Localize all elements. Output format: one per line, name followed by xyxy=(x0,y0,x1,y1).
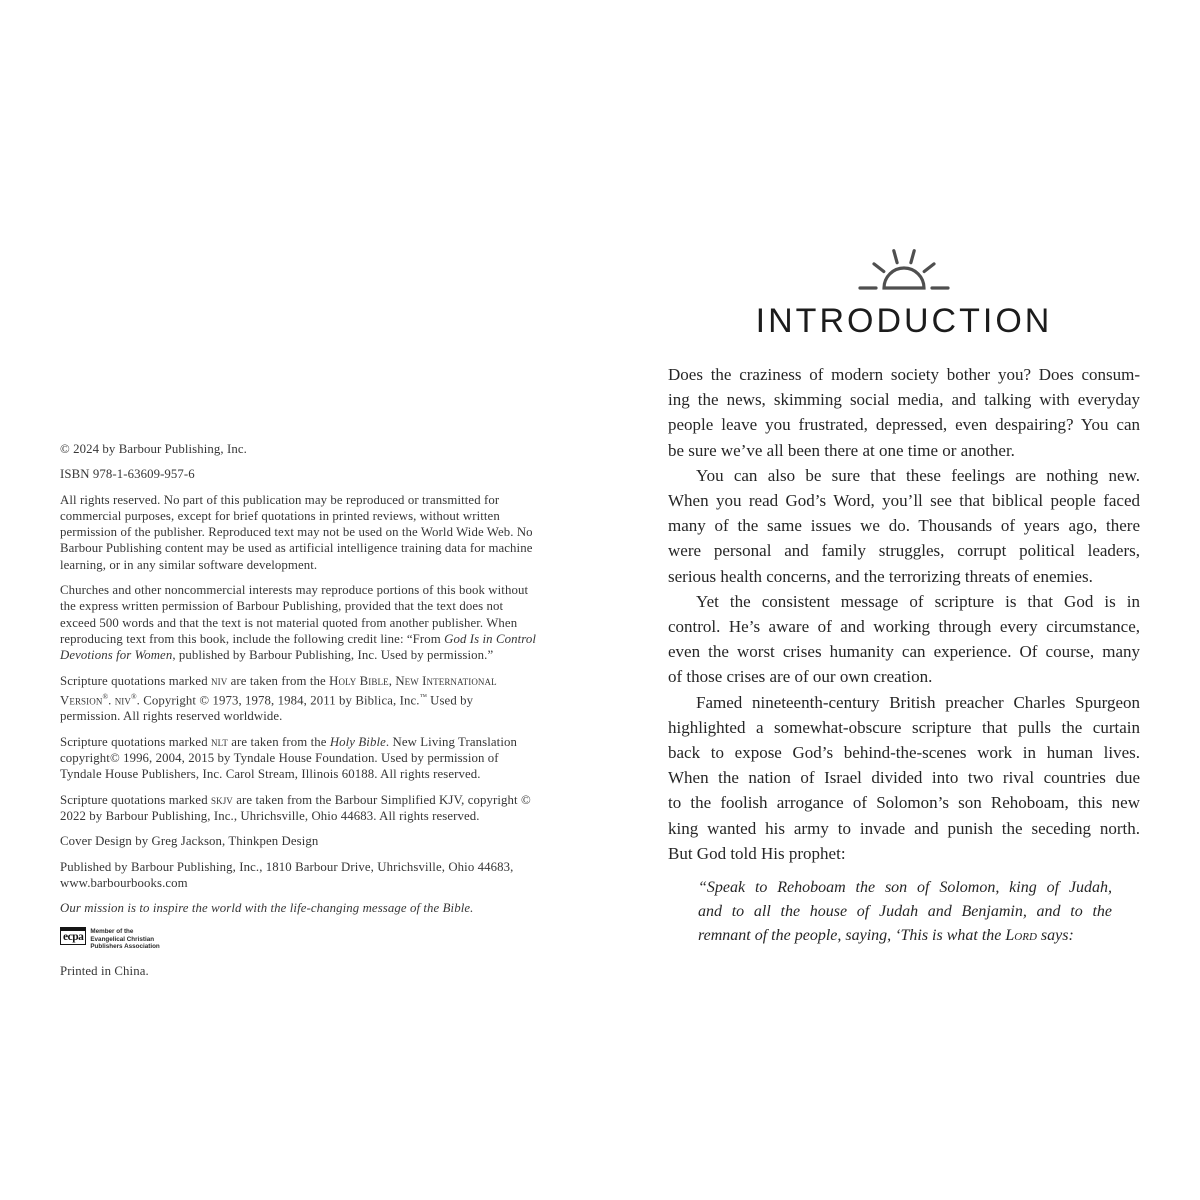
ecpa-logo xyxy=(60,927,572,953)
mission-statement: Our mission is to inspire the world with the life-changing message of the Bible. xyxy=(60,901,474,916)
text-line: But God told His prophet: xyxy=(668,843,846,863)
text-line: Barbour Publishing content may be used as artificial intelligence training data for machine xyxy=(60,541,533,556)
text-line: Scripture quotations marked skjv are taken from the Barbour Simplified KJV, copyright © xyxy=(60,792,531,807)
text-line: When the nation of Israel divided into two rival countries due xyxy=(668,768,1140,788)
text-line: remnant of the people, saying, ‘This is what the Lord says: xyxy=(698,926,1074,944)
paragraph xyxy=(668,589,1140,690)
copyright-page xyxy=(60,441,572,980)
paragraph xyxy=(60,734,572,783)
copyright-notice: © 2024 by Barbour Publishing, Inc. xyxy=(60,442,247,456)
text-line: Tyndale House Publishers, Inc. Carol Stream, Illinois 60188. All rights reserved. xyxy=(60,767,481,782)
text-line: “Speak to Rehoboam the son of Solomon, king of Judah, xyxy=(698,879,1112,897)
paragraph xyxy=(668,690,1140,866)
text-line: Devotions for Women, published by Barbour Publishing, Inc. Used by permission.” xyxy=(60,648,494,663)
paragraph xyxy=(60,582,572,663)
text-line: Member of the xyxy=(90,928,134,936)
text-line: commercial purposes, except for brief quotations in printed reviews, without written xyxy=(60,508,500,523)
text-line: permission of the publisher. Reproduced text may not be used on the World Wide Web. No xyxy=(60,525,533,540)
text-line: Famed nineteenth-century British preacher Charles Spurgeon xyxy=(696,692,1140,712)
paragraph xyxy=(60,859,572,892)
paragraph xyxy=(60,833,572,849)
text-line: highlighted a somewhat-obscure scripture that pulls the curtain xyxy=(668,717,1140,737)
ecpa-member-text xyxy=(90,927,159,950)
text-line: people leave you frustrated, depressed, even despairing? You can xyxy=(668,415,1140,435)
text-line: of those crises are of our own creation. xyxy=(668,667,933,687)
text-line: www.barbourbooks.com xyxy=(60,875,188,890)
rising-sun-icon xyxy=(852,238,956,296)
text-line: even the worst crises humanity can experience. Of course, many xyxy=(668,642,1140,662)
paragraph xyxy=(668,362,1140,463)
text-line: Churches and other noncommercial interests may reproduce portions of this book without xyxy=(60,583,529,598)
text-line: ing the news, skimming social media, and talking with everyday xyxy=(668,390,1140,410)
text-line: many of the same issues we do. Thousands of years ago, there xyxy=(668,516,1140,536)
text-line: permission. All rights reserved worldwide. xyxy=(60,709,283,724)
text-line: Scripture quotations marked niv are taken from the Holy Bible, New International xyxy=(60,673,497,688)
text-line: exceed 500 words and that the text is not material quoted from another publisher. When xyxy=(60,615,518,630)
text-line: the express written permission of Barbour Publishing, provided that the text does not xyxy=(60,599,504,614)
text-line: be sure we’ve all been there at one time or another. xyxy=(668,440,1015,460)
text-line: reproducing text from this book, include the following credit line: “From God Is in Control xyxy=(60,631,537,646)
ecpa-logo-mark: ecpa xyxy=(60,927,86,945)
text-line: All rights reserved. No part of this publication may be reproduced or transmitted for xyxy=(60,492,500,507)
text-line: to the foolish arrogance of Solomon’s son Rehoboam, this new xyxy=(668,793,1140,813)
text-line: serious health concerns, and the terrorizing threats of enemies. xyxy=(668,566,1093,586)
text-line: When you read God’s Word, you’ll see that biblical people faced xyxy=(668,491,1140,511)
text-line: back to expose God’s behind-the-scenes work in human lives. xyxy=(668,743,1140,763)
chapter-title: INTRODUCTION xyxy=(755,302,1053,340)
legal-paragraphs xyxy=(60,492,572,892)
text-line: Yet the consistent message of scripture is that God is in xyxy=(696,591,1140,611)
scripture-quote xyxy=(698,876,1112,947)
text-line: Version®. niv®. Copyright © 1973, 1978, 1984, 2011 by Biblica, Inc.™ Used by xyxy=(60,691,474,708)
text-line: Does the craziness of modern society bother you? Does consum- xyxy=(668,365,1140,384)
introduction-body xyxy=(668,362,1140,866)
paragraph xyxy=(668,463,1140,589)
text-line: king wanted his army to invade and punish the seceding north. xyxy=(668,818,1140,838)
text-line: 2022 by Barbour Publishing, Inc., Uhrichsville, Ohio 44683. All rights reserved. xyxy=(60,808,480,823)
text-line: Cover Design by Greg Jackson, Thinkpen Design xyxy=(60,834,319,849)
text-line: control. He’s aware of and working through every circumstance, xyxy=(668,617,1140,637)
introduction-page xyxy=(668,238,1140,947)
chapter-ornament xyxy=(668,238,1140,296)
paragraph xyxy=(60,673,572,725)
text-line: were personal and family struggles, corrupt political leaders, xyxy=(668,541,1140,561)
text-line: Published by Barbour Publishing, Inc., 1810 Barbour Drive, Uhrichsville, Ohio 44683, xyxy=(60,859,514,874)
printed-in: Printed in China. xyxy=(60,964,149,979)
paragraph xyxy=(60,792,572,825)
text-line: learning, or in any similar software development. xyxy=(60,557,318,572)
text-line: You can also be sure that these feelings are nothing new. xyxy=(696,465,1140,485)
text-line: Publishers Association xyxy=(90,942,160,950)
isbn: ISBN 978-1-63609-957-6 xyxy=(60,467,195,482)
text-line: copyright© 1996, 2004, 2015 by Tyndale House Foundation. Used by permission of xyxy=(60,751,499,766)
paragraph xyxy=(60,492,572,573)
text-line: and to all the house of Judah and Benjamin, and to the xyxy=(698,902,1112,920)
text-line: Scripture quotations marked nlt are taken from the Holy Bible. New Living Translation xyxy=(60,734,517,749)
text-line: Evangelical Christian xyxy=(90,935,155,943)
